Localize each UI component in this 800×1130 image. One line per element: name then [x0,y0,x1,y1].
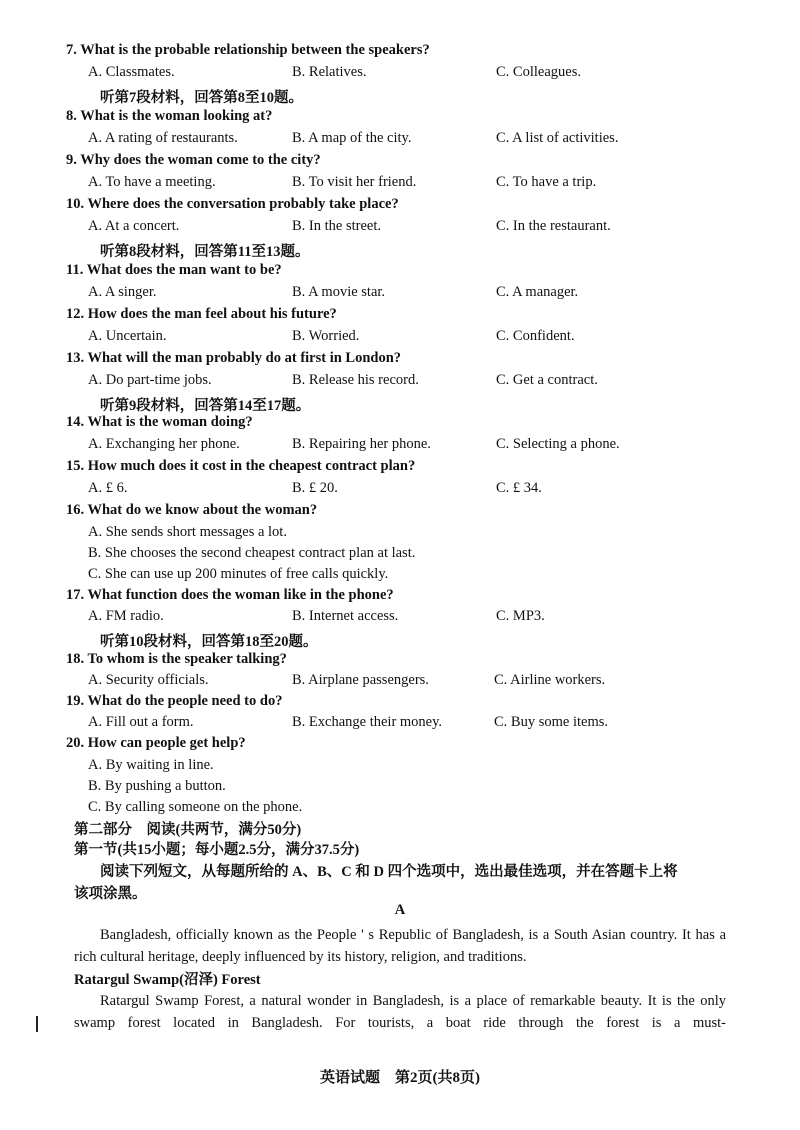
option-20-c: C. By calling someone on the phone. [88,799,303,815]
options-13 [0,372,800,392]
option-7-c: C. Colleagues. [496,64,581,80]
option-10-c: C. In the restaurant. [496,218,611,234]
options-7 [0,64,800,84]
option-17-b: B. Internet access. [292,608,399,624]
options-17 [0,608,800,628]
option-10-b: B. In the street. [292,218,381,234]
option-10-a: A. At a concert. [88,218,180,234]
question-14: 14. What is the woman doing? [66,414,253,430]
option-8-a: A. A rating of restaurants. [88,130,238,146]
option-15-a: A. £ 6. [88,480,128,496]
options-19 [0,714,800,734]
option-20-b: B. By pushing a button. [88,778,226,794]
passage-subheading: Ratargul Swamp(沼泽) Forest [74,972,261,988]
question-19: 19. What do the people need to do? [66,693,283,709]
option-16-a: A. She sends short messages a lot. [88,524,287,540]
instruction-segment-8: 听第8段材料，回答第11至13题。 [100,244,310,260]
question-16: 16. What do we know about the woman? [66,502,318,518]
question-12: 12. How does the man feel about his future? [66,306,337,322]
instruction-segment-7: 听第7段材料，回答第8至10题。 [100,90,303,106]
question-15: 15. How much does it cost in the cheapest contract plan? [66,458,416,474]
margin-mark [36,1016,38,1032]
option-8-c: C. A list of activities. [496,130,619,146]
option-11-b: B. A movie star. [292,284,386,300]
options-9 [0,174,800,194]
option-19-a: A. Fill out a form. [88,714,194,730]
option-13-a: A. Do part-time jobs. [88,372,212,388]
option-9-b: B. To visit her friend. [292,174,417,190]
part2-section1: 第一节(共15小题；每小题2.5分，满分37.5分) [74,842,360,858]
options-12 [0,328,800,348]
option-13-b: B. Release his record. [292,372,419,388]
option-12-a: A. Uncertain. [88,328,167,344]
option-18-c: C. Airline workers. [494,672,606,688]
passage-paragraph-1 [74,924,726,968]
option-9-a: A. To have a meeting. [88,174,216,190]
options-10 [0,218,800,238]
passage-paragraph-2 [74,990,726,1034]
option-14-b: B. Repairing her phone. [292,436,431,452]
option-12-c: C. Confident. [496,328,575,344]
question-17: 17. What function does the woman like in the phone? [66,587,394,603]
question-20: 20. How can people get help? [66,735,246,751]
instruction-segment-10: 听第10段材料，回答第18至20题。 [100,634,318,650]
option-14-a: A. Exchanging her phone. [88,436,240,452]
option-18-a: A. Security officials. [88,672,209,688]
passage-paragraph-1-text: Bangladesh, officially known as the People ' s Republic of Bangladesh, is a South Asian country. It has a rich cultural heritage, deeply influenced by its history, religion, and traditions. [74,927,726,965]
options-8 [0,130,800,150]
question-8: 8. What is the woman looking at? [66,108,273,124]
option-19-c: C. Buy some items. [494,714,608,730]
option-20-a: A. By waiting in line. [88,757,214,773]
option-16-b: B. She chooses the second cheapest contract plan at last. [88,545,416,561]
option-17-c: C. MP3. [496,608,545,624]
option-13-c: C. Get a contract. [496,372,598,388]
passage-paragraph-2-text: Ratargul Swamp Forest, a natural wonder in Bangladesh, is a place of remarkable beauty. It is the only swamp forest located in Bangladesh. For tourists, a boat ride through the forest is a must- [74,993,726,1031]
options-18 [0,672,800,692]
part2-directions-line1: 阅读下列短文，从每题所给的 A、B、C 和 D 四个选项中，选出最佳选项，并在答题卡上将 [100,864,678,880]
option-15-c: C. £ 34. [496,480,542,496]
option-15-b: B. £ 20. [292,480,338,496]
question-10: 10. Where does the conversation probably take place? [66,196,399,212]
option-11-a: A. A singer. [88,284,157,300]
options-11 [0,284,800,304]
option-14-c: C. Selecting a phone. [496,436,620,452]
option-11-c: C. A manager. [496,284,579,300]
option-16-c: C. She can use up 200 minutes of free calls quickly. [88,566,389,582]
option-17-a: A. FM radio. [88,608,164,624]
options-15 [0,480,800,500]
option-19-b: B. Exchange their money. [292,714,443,730]
options-14 [0,436,800,456]
option-7-b: B. Relatives. [292,64,367,80]
question-11: 11. What does the man want to be? [66,262,282,278]
question-13: 13. What will the man probably do at first in London? [66,350,402,366]
option-7-a: A. Classmates. [88,64,175,80]
question-7: 7. What is the probable relationship between the speakers? [66,42,430,58]
option-8-b: B. A map of the city. [292,130,412,146]
part2-heading: 第二部分 阅读(共两节，满分50分) [74,822,302,838]
question-9: 9. Why does the woman come to the city? [66,152,321,168]
option-12-b: B. Worried. [292,328,360,344]
page-footer: 英语试题 第2页(共8页) [320,1070,480,1086]
question-18: 18. To whom is the speaker talking? [66,651,287,667]
option-9-c: C. To have a trip. [496,174,597,190]
passage-label: A [394,902,406,918]
option-18-b: B. Airplane passengers. [292,672,429,688]
instruction-segment-9: 听第9段材料，回答第14至17题。 [100,398,311,414]
part2-directions-line2: 该项涂黑。 [74,886,147,902]
